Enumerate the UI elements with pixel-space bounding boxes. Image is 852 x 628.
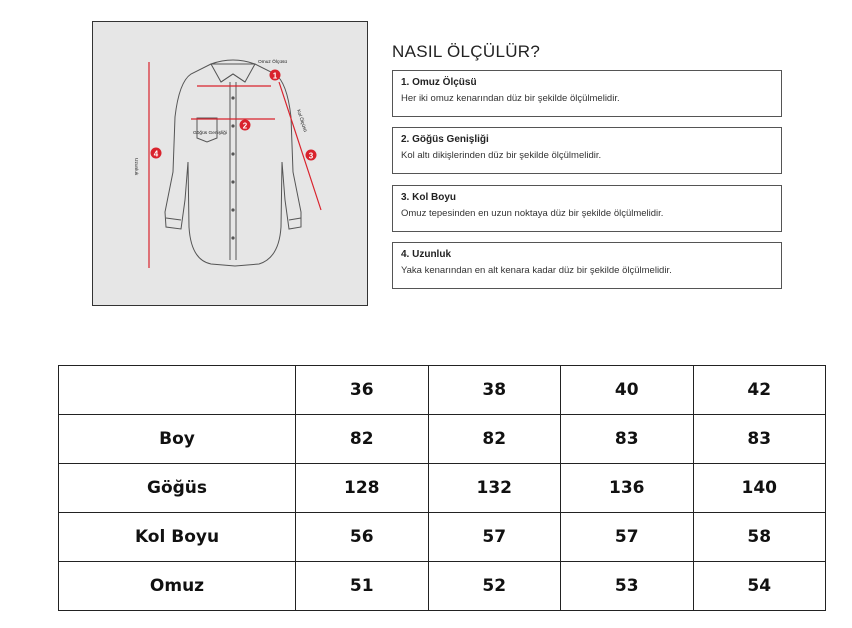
guide-card-desc: Yaka kenarından en alt kenara kadar düz bir şekilde ölçülmelidir. xyxy=(401,265,672,276)
marker-1 xyxy=(270,70,281,81)
table-cell: 128 xyxy=(296,464,429,513)
row-label: Omuz xyxy=(59,562,296,611)
guide-card-length xyxy=(392,242,782,289)
table-cell: 57 xyxy=(561,513,694,562)
sleeve-measure-line xyxy=(279,82,321,210)
svg-text:3: 3 xyxy=(308,151,314,161)
header-cell xyxy=(59,366,296,415)
marker-3 xyxy=(306,150,317,161)
table-cell: 83 xyxy=(561,415,694,464)
table-cell: 83 xyxy=(693,415,826,464)
svg-text:4: 4 xyxy=(153,149,159,159)
header-cell-size: 36 xyxy=(296,366,429,415)
guide-card-shoulder xyxy=(392,70,782,117)
svg-text:2: 2 xyxy=(242,121,248,131)
table-cell: 132 xyxy=(428,464,561,513)
shoulder-label: Omuz Ölçüsü xyxy=(258,60,288,65)
size-chart-table xyxy=(58,365,826,611)
table-row xyxy=(59,513,826,562)
table-cell: 140 xyxy=(693,464,826,513)
row-label: Kol Boyu xyxy=(59,513,296,562)
guide-card-desc: Her iki omuz kenarından düz bir şekilde ölçülmelidir. xyxy=(401,93,620,104)
table-cell: 82 xyxy=(296,415,429,464)
guide-card-chest xyxy=(392,127,782,174)
length-label: Uzunluk xyxy=(133,158,138,176)
marker-2 xyxy=(240,120,251,131)
table-cell: 82 xyxy=(428,415,561,464)
guide-card-sleeve xyxy=(392,185,782,232)
table-cell: 52 xyxy=(428,562,561,611)
table-cell: 51 xyxy=(296,562,429,611)
header-cell-size: 38 xyxy=(428,366,561,415)
table-cell: 54 xyxy=(693,562,826,611)
table-cell: 57 xyxy=(428,513,561,562)
guide-title: NASIL ÖLÇÜLÜR? xyxy=(392,42,541,61)
guide-card-title: 3. Kol Boyu xyxy=(401,192,457,203)
row-label: Göğüs xyxy=(59,464,296,513)
marker-4 xyxy=(151,148,162,159)
header-cell-size: 42 xyxy=(693,366,826,415)
table-row xyxy=(59,415,826,464)
guide-card-desc: Omuz tepesinden en uzun noktaya düz bir şekilde ölçülmelidir. xyxy=(401,208,664,219)
guide-card-title: 1. Omuz Ölçüsü xyxy=(401,77,477,88)
table-cell: 56 xyxy=(296,513,429,562)
row-label: Boy xyxy=(59,415,296,464)
table-row xyxy=(59,464,826,513)
table-header-row xyxy=(59,366,826,415)
table-cell: 58 xyxy=(693,513,826,562)
shirt-illustration xyxy=(93,22,367,305)
header-cell-size: 40 xyxy=(561,366,694,415)
measurement-diagram xyxy=(92,21,368,306)
table-cell: 136 xyxy=(561,464,694,513)
table-cell: 53 xyxy=(561,562,694,611)
svg-text:1: 1 xyxy=(272,71,278,81)
guide-card-desc: Kol altı dikişlerinden düz bir şekilde ölçülmelidir. xyxy=(401,150,602,161)
sleeve-label: Kol Ölçüsü xyxy=(295,109,308,133)
table-row xyxy=(59,562,826,611)
guide-card-title: 2. Göğüs Genişliği xyxy=(401,134,489,145)
guide-card-title: 4. Uzunluk xyxy=(401,249,452,260)
chest-label: Göğüs Genişliği xyxy=(193,131,227,136)
